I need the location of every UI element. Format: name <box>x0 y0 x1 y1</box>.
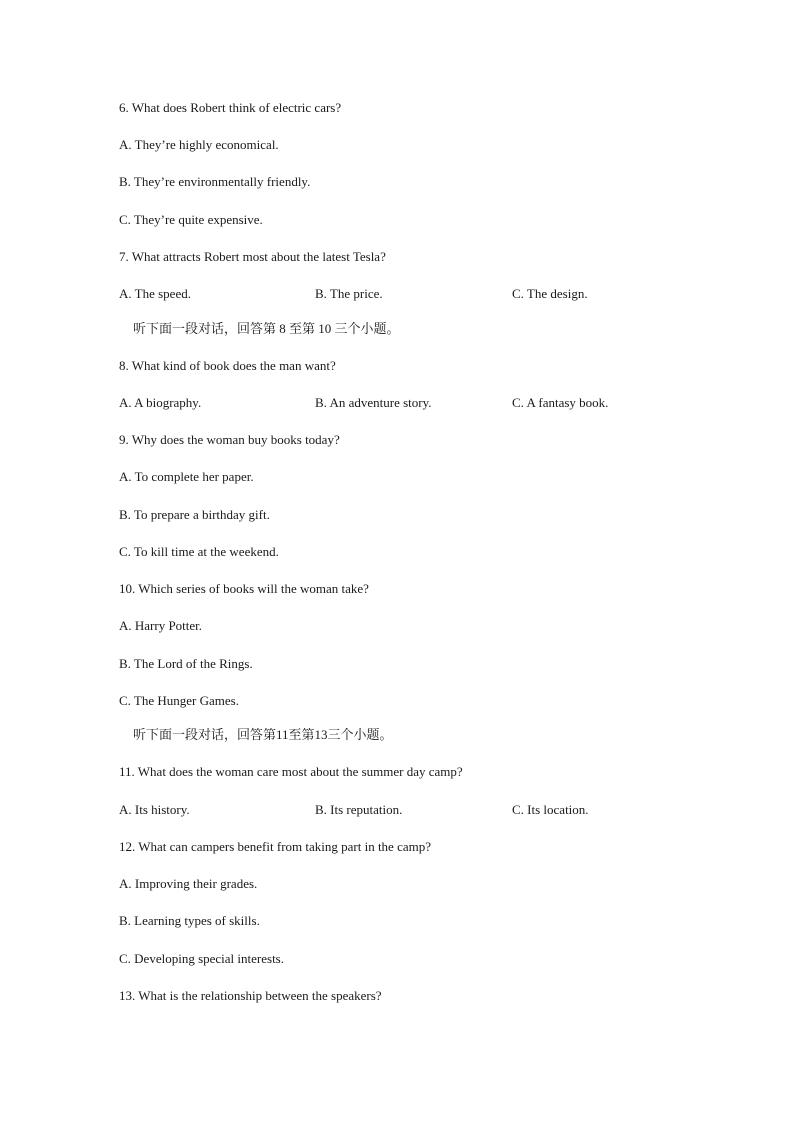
question-11: 11. What does the woman care most about the summer day camp? <box>119 764 463 779</box>
q12-option-b: B. Learning types of skills. <box>119 913 260 928</box>
q11-option-a: A. Its history. <box>119 802 190 817</box>
q10-option-c: C. The Hunger Games. <box>119 693 239 708</box>
question-12: 12. What can campers benefit from taking part in the camp? <box>119 839 431 854</box>
question-6: 6. What does Robert think of electric cars? <box>119 100 342 115</box>
q7-options-row <box>119 286 719 302</box>
q8-option-b: B. An adventure story. <box>315 395 432 410</box>
section-instruction-2: 听下面一段对话，回答第11至第13三个小题。 <box>133 727 393 742</box>
question-10: 10. Which series of books will the woman take? <box>119 581 369 596</box>
q7-option-b: B. The price. <box>315 286 383 301</box>
question-13: 13. What is the relationship between the speakers? <box>119 988 382 1003</box>
q8-option-c: C. A fantasy book. <box>512 395 609 410</box>
q10-option-b: B. The Lord of the Rings. <box>119 656 253 671</box>
q6-option-c: C. They’re quite expensive. <box>119 212 263 227</box>
q8-options-row <box>119 395 719 411</box>
q9-option-b: B. To prepare a birthday gift. <box>119 507 270 522</box>
q12-option-a: A. Improving their grades. <box>119 876 258 891</box>
q6-option-a: A. They’re highly economical. <box>119 137 279 152</box>
q11-option-b: B. Its reputation. <box>315 802 403 817</box>
q7-option-c: C. The design. <box>512 286 588 301</box>
q11-options-row <box>119 802 719 818</box>
q10-option-a: A. Harry Potter. <box>119 618 203 633</box>
q12-option-c: C. Developing special interests. <box>119 951 284 966</box>
q7-option-a: A. The speed. <box>119 286 191 301</box>
q9-option-a: A. To complete her paper. <box>119 469 254 484</box>
q8-option-a: A. A biography. <box>119 395 202 410</box>
q11-option-c: C. Its location. <box>512 802 589 817</box>
question-8: 8. What kind of book does the man want? <box>119 358 336 373</box>
question-9: 9. Why does the woman buy books today? <box>119 432 340 447</box>
section-instruction-1: 听下面一段对话，回答第 8 至第 10 三个小题。 <box>133 321 400 336</box>
q6-option-b: B. They’re environmentally friendly. <box>119 174 311 189</box>
question-7: 7. What attracts Robert most about the latest Tesla? <box>119 249 386 264</box>
q9-option-c: C. To kill time at the weekend. <box>119 544 279 559</box>
